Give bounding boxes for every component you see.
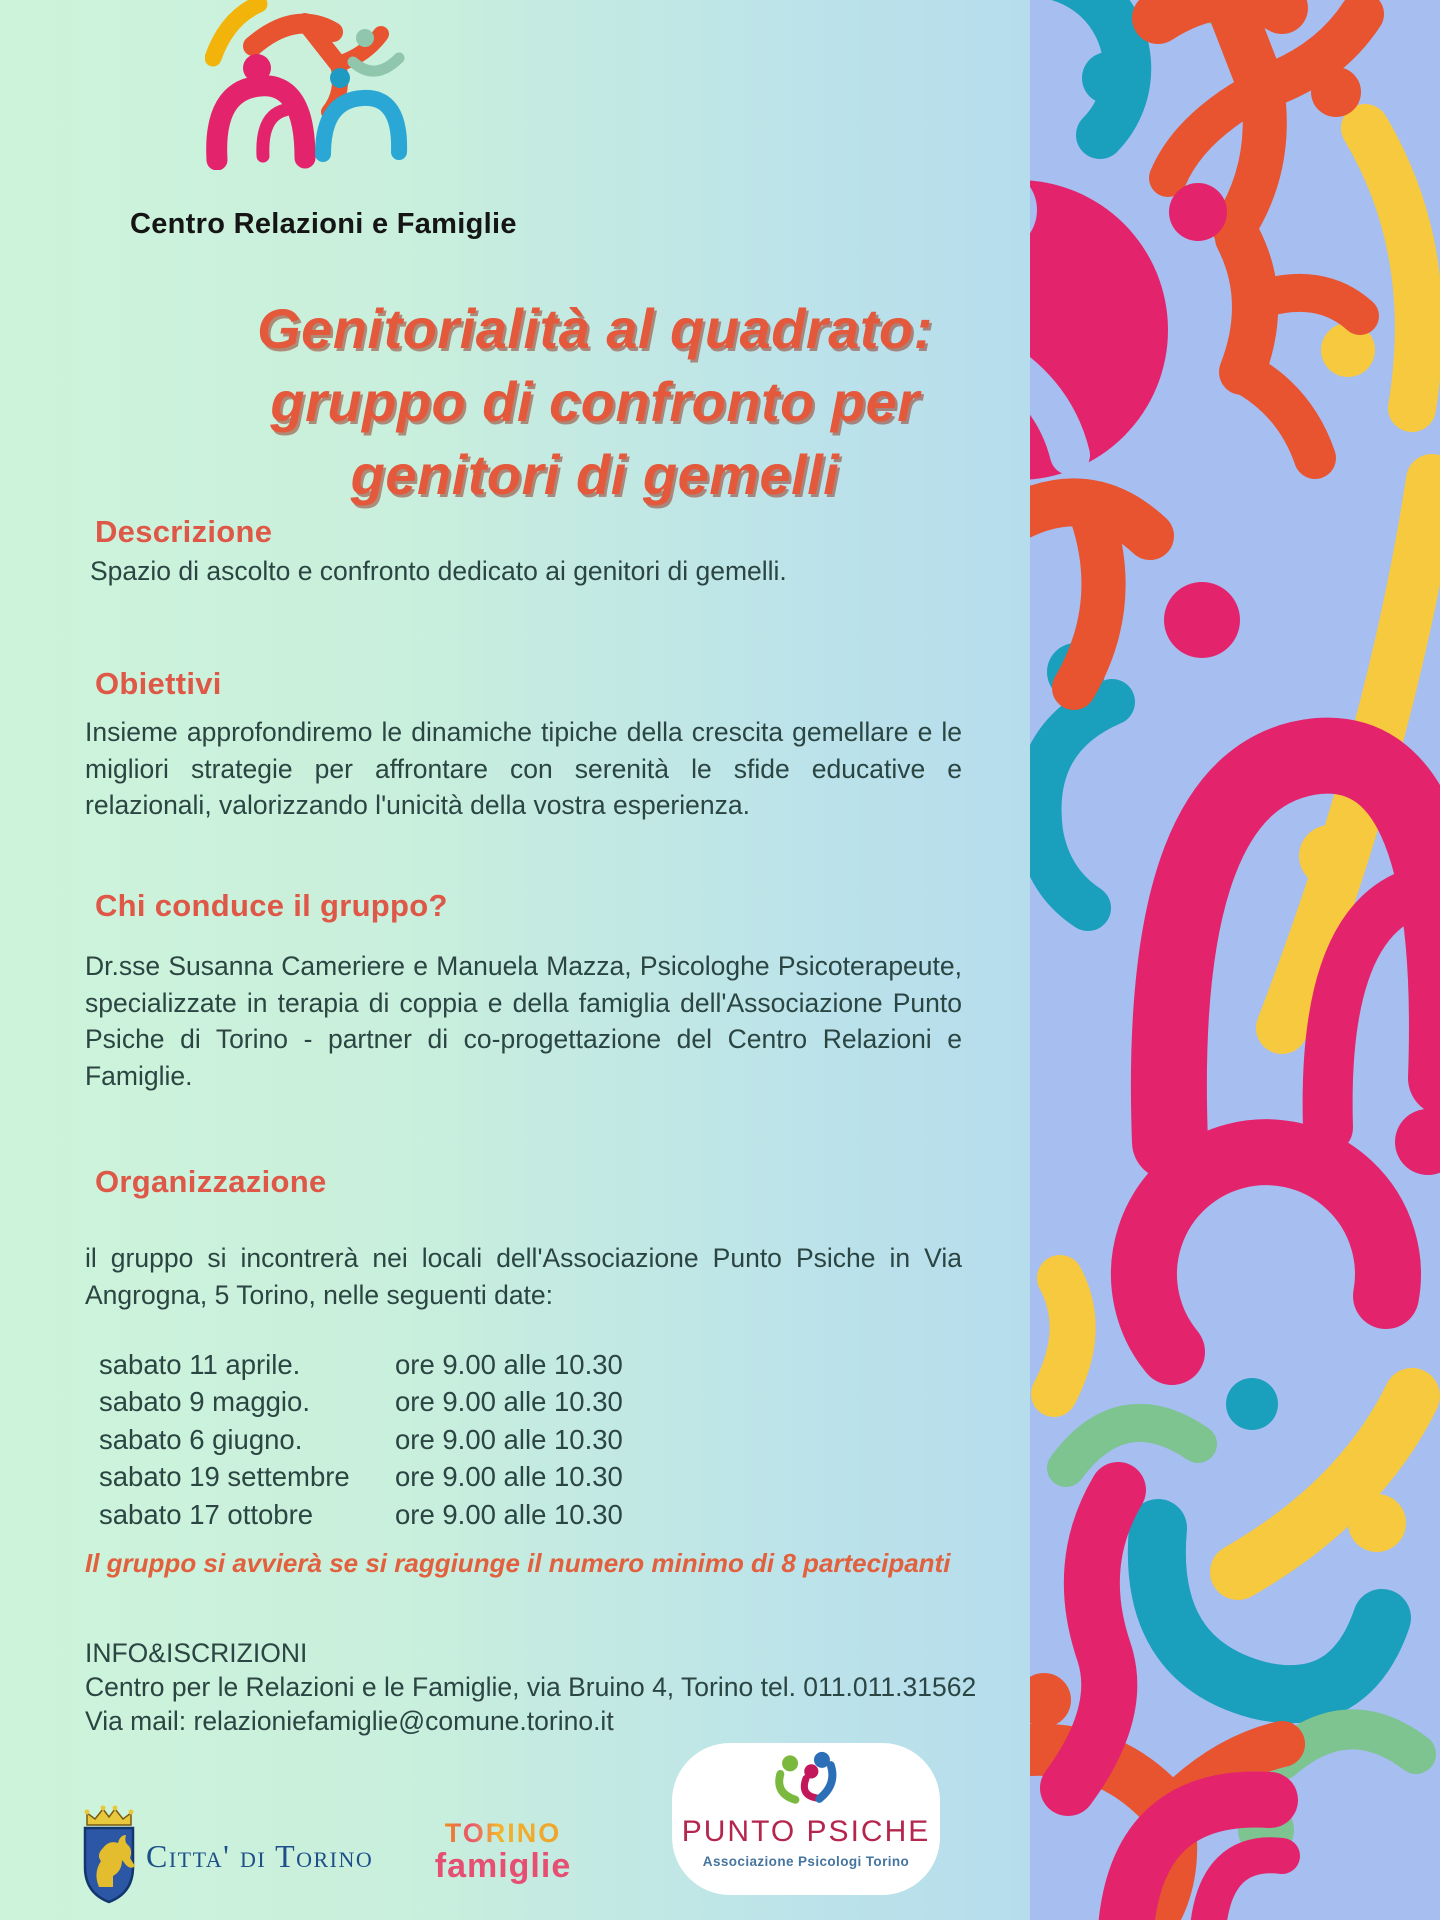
page-title <box>155 293 1035 511</box>
decorative-pattern <box>1030 0 1440 1920</box>
schedule-time: ore 9.00 alle 10.30 <box>395 1348 623 1380</box>
section-heading-chi-conduce: Chi conduce il gruppo? <box>95 888 448 923</box>
title-line-1: Genitorialità al quadrato: <box>257 297 933 360</box>
schedule-time: ore 9.00 alle 10.30 <box>395 1461 623 1493</box>
torino-famiglie-line2: famiglie <box>434 1847 572 1885</box>
title-line-3: genitori di gemelli <box>350 442 840 506</box>
schedule-row <box>99 1346 623 1384</box>
info-address: Centro per le Relazioni e le Famiglie, via Bruino 4, Torino tel. 011.011.31562 <box>85 1672 977 1702</box>
punto-psiche-icon <box>770 1751 842 1813</box>
info-heading: INFO&ISCRIZIONI <box>85 1638 308 1668</box>
schedule-date: sabato 6 giugno. <box>99 1423 303 1455</box>
schedule-row <box>99 1496 623 1534</box>
org-name: Centro Relazioni e Famiglie <box>130 208 517 240</box>
schedule-list <box>99 1346 623 1534</box>
section-body-chi-conduce: Dr.sse Susanna Cameriere e Manuela Mazza, Psicologhe Psicoterapeute, specializzate in terapia di coppia e della famiglia dell'Associazione Punto Psiche di Torino - partner di co-progettazione del Centro Relazioni e Famiglie. <box>85 951 962 1091</box>
section-heading-organizzazione: Organizzazione <box>95 1164 327 1199</box>
punto-psiche-name: PUNTO PSICHE <box>681 1815 931 1848</box>
minimum-participants-note: Il gruppo si avvierà se si raggiunge il numero minimo di 8 partecipanti <box>85 1548 951 1578</box>
title-line-2: gruppo di confronto per <box>270 369 920 433</box>
schedule-date: sabato 17 ottobre <box>99 1498 314 1530</box>
schedule-row <box>99 1459 623 1497</box>
schedule-time: ore 9.00 alle 10.30 <box>395 1498 623 1530</box>
schedule-date: sabato 19 settembre <box>99 1461 350 1493</box>
torino-famiglie-line1: TORINO <box>444 1818 562 1848</box>
schedule-time: ore 9.00 alle 10.30 <box>395 1386 623 1418</box>
section-body-obiettivi: Insieme approfondiremo le dinamiche tipiche della crescita gemellare e le migliori strategie per affrontare con serenità le sfide educative e relazionali, valorizzando l'unicità della vostra esperienza. <box>85 717 962 820</box>
decorative-pattern-band <box>1030 0 1440 1920</box>
schedule-row <box>99 1384 623 1422</box>
section-body-descrizione: Spazio di ascolto e confronto dedicato ai genitori di gemelli. <box>90 556 787 586</box>
schedule-row <box>99 1421 623 1459</box>
centro-relazioni-famiglie-logo <box>205 0 425 170</box>
section-heading-obiettivi: Obiettivi <box>95 666 222 701</box>
punto-psiche-subtitle: Associazione Psicologi Torino <box>702 1854 910 1869</box>
info-email: Via mail: relazioniefamiglie@comune.torino.it <box>85 1706 614 1736</box>
schedule-date: sabato 11 aprile. <box>99 1348 301 1380</box>
punto-psiche-logo <box>672 1743 940 1895</box>
info-block <box>85 1636 976 1738</box>
schedule-date: sabato 9 maggio. <box>99 1386 310 1418</box>
citta-di-torino-logo <box>78 1803 140 1907</box>
torino-famiglie-logo <box>418 1820 588 1883</box>
section-heading-descrizione: Descrizione <box>95 514 273 549</box>
citta-di-torino-label: Citta' di Torino <box>146 1838 374 1874</box>
schedule-time: ore 9.00 alle 10.30 <box>395 1423 623 1455</box>
section-body-organizzazione: il gruppo si incontrerà nei locali dell'Associazione Punto Psiche in Via Angrogna, 5 Torino, nelle seguenti date: <box>85 1243 962 1310</box>
